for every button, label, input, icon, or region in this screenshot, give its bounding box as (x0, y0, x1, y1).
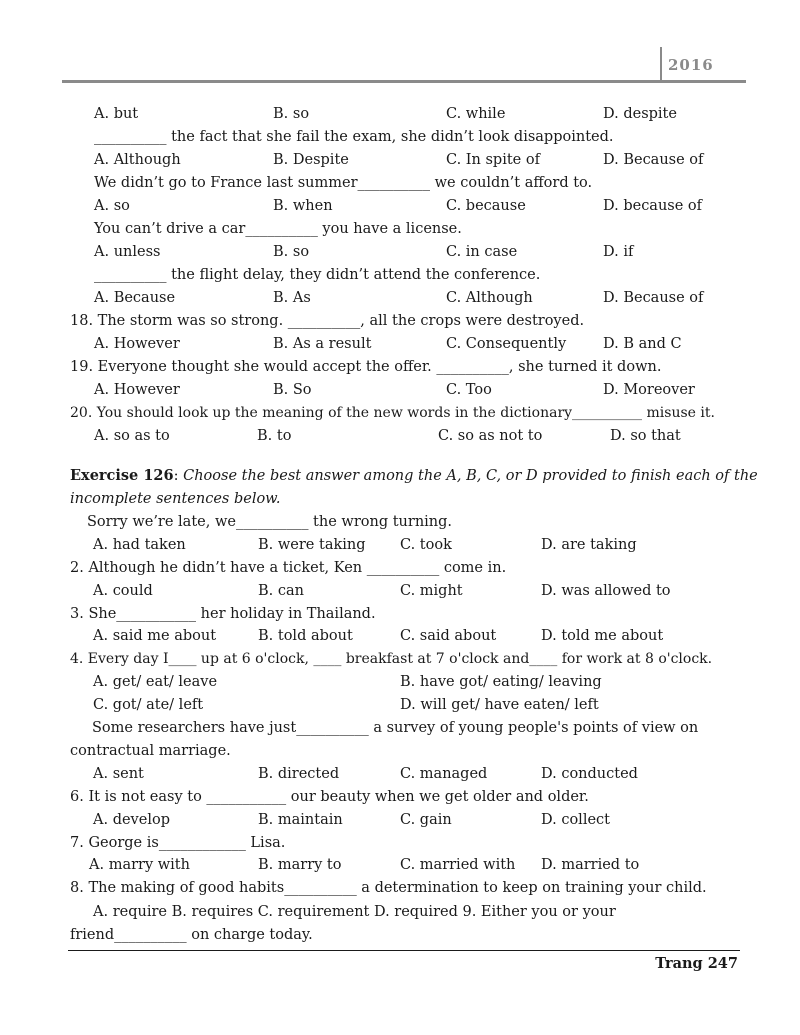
option-c: C. managed (400, 766, 488, 782)
option-a: A. but (94, 106, 139, 122)
footer-rule (68, 950, 740, 951)
option-d: D. Because of (603, 290, 704, 306)
option-b: B. As (273, 290, 311, 306)
option-c: C. in case (446, 244, 518, 260)
option-d: D. if (603, 244, 634, 260)
option-c: C. Too (446, 382, 492, 398)
option-a: A. so (94, 198, 130, 214)
option-d: D. collect (541, 812, 610, 828)
option-d: D. was allowed to (541, 583, 671, 599)
question-text: 6. It is not easy to ___________ our beauty when we get older and older. (70, 789, 589, 805)
option-a: A. However (94, 336, 180, 352)
option-b: B. So (273, 382, 312, 398)
question-text: 7. George is____________ Lisa. (70, 835, 286, 851)
question-text: __________ the fact that she fail the exam, she didn’t look disappointed. (94, 129, 614, 145)
options-line: A. require B. requires C. requirement D. required 9. Either you or your (93, 904, 616, 920)
exercise-title: Exercise 126 (70, 467, 174, 484)
option-a: A. develop (93, 812, 170, 828)
exercise-heading (70, 466, 758, 486)
option-a: A. could (93, 583, 153, 599)
option-c: C. took (400, 537, 452, 553)
question-text: We didn’t go to France last summer__________ we couldn’t afford to. (94, 175, 593, 191)
exercise-instruction: Choose the best answer among the A, B, C, or D provided to finish each of the (183, 468, 758, 484)
option-a: A. Because (94, 290, 176, 306)
option-d: D. conducted (541, 766, 638, 782)
option-d: D. Because of (603, 152, 704, 168)
question-text: Sorry we’re late, we__________ the wrong turning. (87, 514, 453, 530)
option-d: D. so that (610, 428, 681, 444)
option-d: D. B and C (603, 336, 682, 352)
option-d: D. told me about (541, 628, 664, 644)
option-a: A. said me about (93, 628, 217, 644)
option-c: C. might (400, 583, 463, 599)
option-c: C. gain (400, 812, 452, 828)
option-d: D. despite (603, 106, 677, 122)
question-text: You can’t drive a car__________ you have a license. (94, 221, 462, 237)
option-c: C. In spite of (446, 152, 540, 168)
option-a: A. However (94, 382, 180, 398)
option-b: B. told about (258, 628, 353, 644)
option-a: A. unless (94, 244, 161, 260)
question-text: Some researchers have just__________ a survey of young people's points of view on (92, 720, 699, 736)
option-d: D. will get/ have eaten/ left (400, 697, 599, 713)
option-b: B. so (273, 106, 310, 122)
option-c: C. said about (400, 628, 497, 644)
option-c: C. Although (446, 290, 533, 306)
option-b: B. can (258, 583, 304, 599)
option-c: C. while (446, 106, 506, 122)
option-c: C. because (446, 198, 526, 214)
option-d: D. because of (603, 198, 703, 214)
page-number: Trang 247 (655, 955, 738, 972)
option-b: B. have got/ eating/ leaving (400, 674, 602, 690)
header-rule (62, 80, 746, 83)
option-c: C. so as not to (438, 428, 543, 444)
question-text: __________ the flight delay, they didn’t attend the conference. (94, 267, 541, 283)
option-b: B. to (257, 428, 292, 444)
option-d: D. married to (541, 857, 640, 873)
header-year: 2016 (668, 56, 714, 74)
question-text: 19. Everyone thought she would accept the offer. __________, she turned it down. (70, 359, 662, 375)
option-a: A. so as to (94, 428, 170, 444)
option-b: B. directed (258, 766, 340, 782)
option-b: B. so (273, 244, 310, 260)
option-b: B. As a result (273, 336, 372, 352)
option-a: A. sent (93, 766, 144, 782)
question-text: 20. You should look up the meaning of the new words in the dictionary__________ misuse it. (70, 405, 715, 421)
option-c: C. got/ ate/ left (93, 697, 204, 713)
option-d: D. are taking (541, 537, 637, 553)
question-text: 4. Every day I____ up at 6 o'clock, ____ breakfast at 7 o'clock and____ for work at 8 o'clock. (70, 651, 713, 667)
option-a: A. Although (94, 152, 181, 168)
option-b: B. Despite (273, 152, 349, 168)
option-a: A. had taken (93, 537, 186, 553)
exercise-colon: : (173, 468, 184, 484)
question-text: 8. The making of good habits__________ a determination to keep on training your child. (70, 880, 707, 896)
question-text-cont: friend__________ on charge today. (70, 927, 313, 943)
option-a: A. get/ eat/ leave (93, 674, 218, 690)
option-b: B. were taking (258, 537, 366, 553)
question-text: 18. The storm was so strong. __________, all the crops were destroyed. (70, 313, 585, 329)
header-tick (660, 47, 662, 81)
option-b: B. maintain (258, 812, 343, 828)
question-text-cont: contractual marriage. (70, 743, 231, 759)
question-text: 2. Although he didn’t have a ticket, Ken __________ come in. (70, 560, 507, 576)
option-b: B. when (273, 198, 333, 214)
question-text: 3. She___________ her holiday in Thailand. (70, 606, 376, 622)
option-b: B. marry to (258, 857, 342, 873)
option-c: C. married with (400, 857, 516, 873)
option-a: A. marry with (89, 857, 190, 873)
option-d: D. Moreover (603, 382, 695, 398)
exercise-instruction-cont: incomplete sentences below. (70, 491, 281, 507)
option-c: C. Consequently (446, 336, 567, 352)
